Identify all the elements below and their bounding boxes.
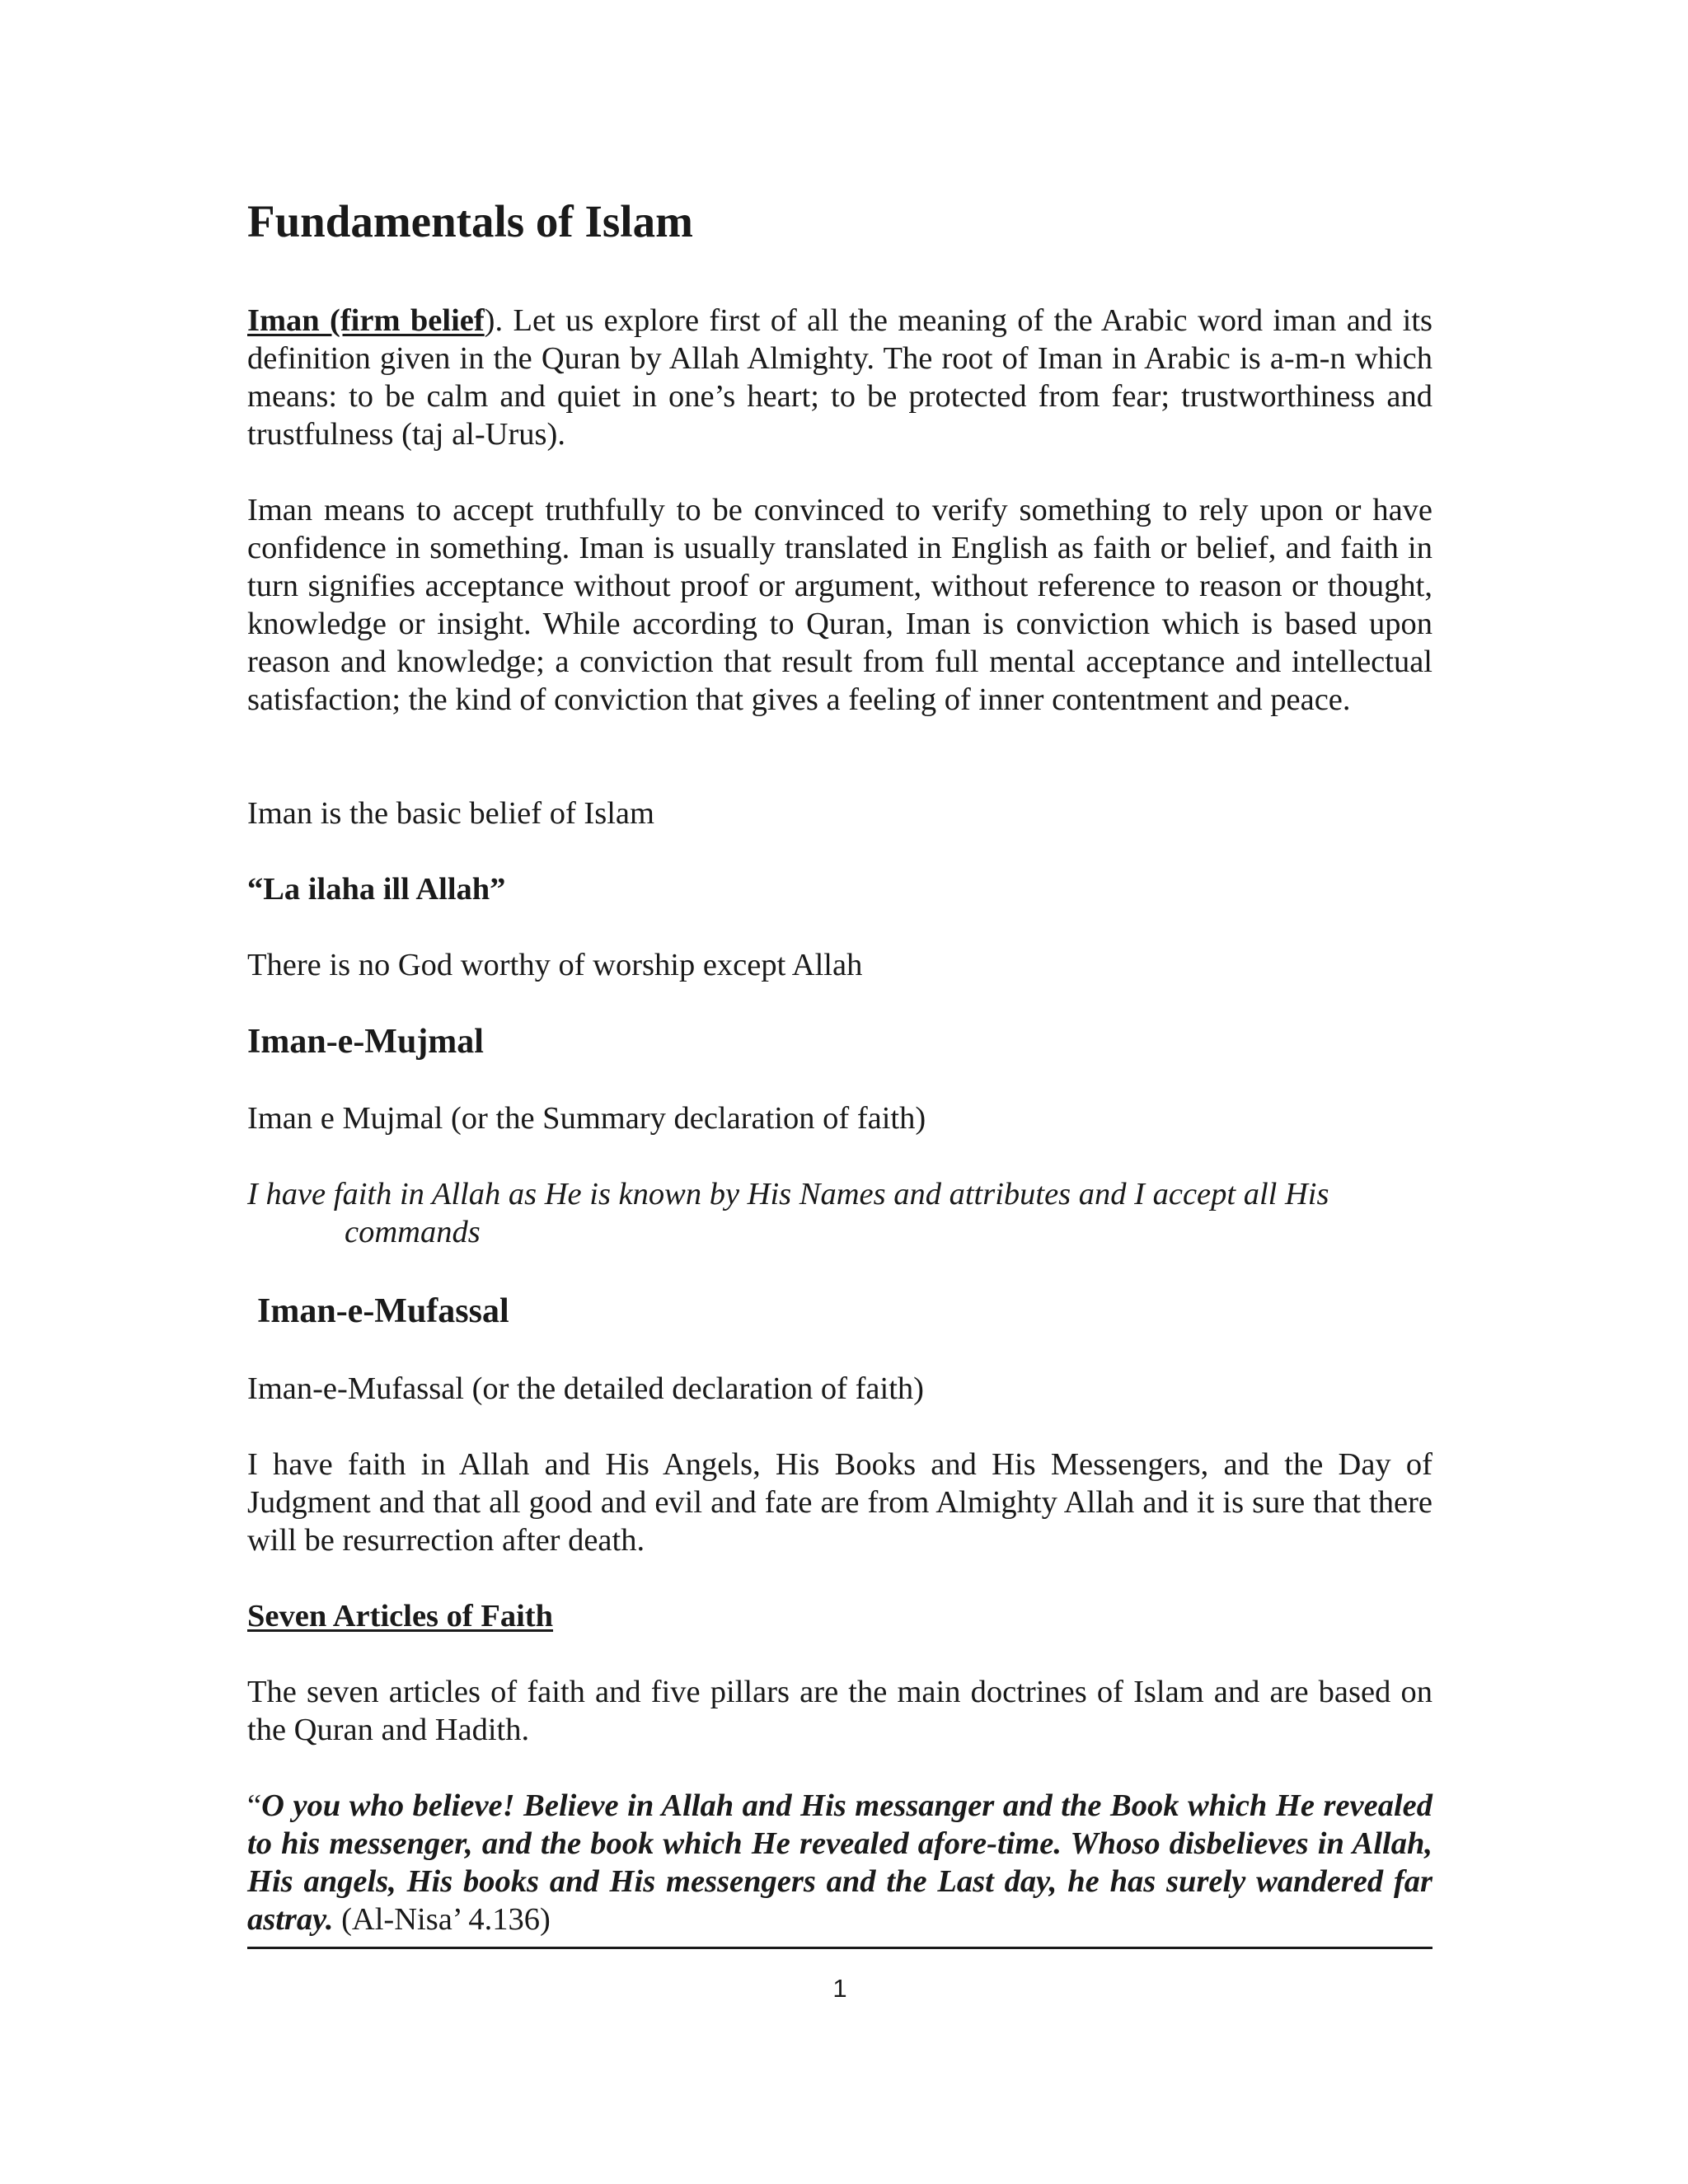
quote-open-mark: “ bbox=[247, 1788, 262, 1823]
quran-quote bbox=[247, 1787, 1432, 1938]
mujmal-declaration-line-2: commands bbox=[345, 1215, 481, 1249]
quote-citation: (Al-Nisa’ 4.136) bbox=[333, 1902, 551, 1937]
mufassal-heading: Iman-e-Mufassal bbox=[257, 1292, 509, 1330]
intro-lead-close: ) bbox=[484, 303, 495, 338]
seven-articles-heading: Seven Articles of Faith bbox=[247, 1599, 554, 1633]
iman-meaning-paragraph: Iman means to accept truthfully to be convinced to verify something to rely upon or have confidence in something. Iman is usually translated in English as faith or belief, and faith in turn signifies acceptance without proof or argument, without reference to reason or thought, knowledge or insight. While according to Quran, Iman is conviction which is based upon reason and knowledge; a conviction that result from full mental acceptance and intellectual satisfaction; the kind of conviction that gives a feeling of inner contentment and peace. bbox=[247, 493, 1432, 717]
mujmal-subtitle: Iman e Mujmal (or the Summary declaration of faith) bbox=[247, 1101, 926, 1136]
seven-articles-text: The seven articles of faith and five pillars are the main doctrines of Islam and are based on the Quran and Hadith. bbox=[247, 1675, 1432, 1747]
mujmal-declaration-line-1: I have faith in Allah as He is known by His Names and attributes and I accept all His bbox=[247, 1177, 1329, 1212]
document-title: Fundamentals of Islam bbox=[247, 196, 693, 246]
basic-belief-line: Iman is the basic belief of Islam bbox=[247, 796, 654, 831]
intro-paragraph bbox=[247, 302, 1432, 453]
kalima-line: “La ilaha ill Allah” bbox=[247, 872, 506, 907]
quote-underline-rule bbox=[247, 1947, 1432, 1949]
intro-lead: Iman (firm belief bbox=[247, 303, 485, 338]
kalima-meaning-line: There is no God worthy of worship except Allah bbox=[247, 948, 863, 982]
mufassal-declaration: I have faith in Allah and His Angels, His Books and His Messengers, and the Day of Judgment and that all good and evil and fate are from Almighty Allah and it is sure that there will be resurrection after death. bbox=[247, 1447, 1432, 1558]
intro-text: . Let us explore first of all the meaning of the Arabic word iman and its definition given in the Quran by Allah Almighty. The root of Iman in Arabic is a-m-n which means: to be calm and quiet in one’s heart; to be protected from fear; trustworthiness and trustfulness (taj al-Urus). bbox=[247, 303, 1432, 452]
page-number: 1 bbox=[832, 1974, 847, 2003]
mujmal-declaration bbox=[247, 1175, 1432, 1251]
quote-text: O you who believe! Believe in Allah and His messanger and the Book which He revealed to his messenger, and the book which He revealed afore-time. Whoso disbelieves in Allah, His angels, His books and His messengers and the Last day, he has surely wandered far astray. bbox=[247, 1788, 1432, 1937]
mujmal-heading: Iman-e-Mujmal bbox=[247, 1023, 484, 1061]
mufassal-subtitle: Iman-e-Mufassal (or the detailed declaration of faith) bbox=[247, 1371, 924, 1406]
